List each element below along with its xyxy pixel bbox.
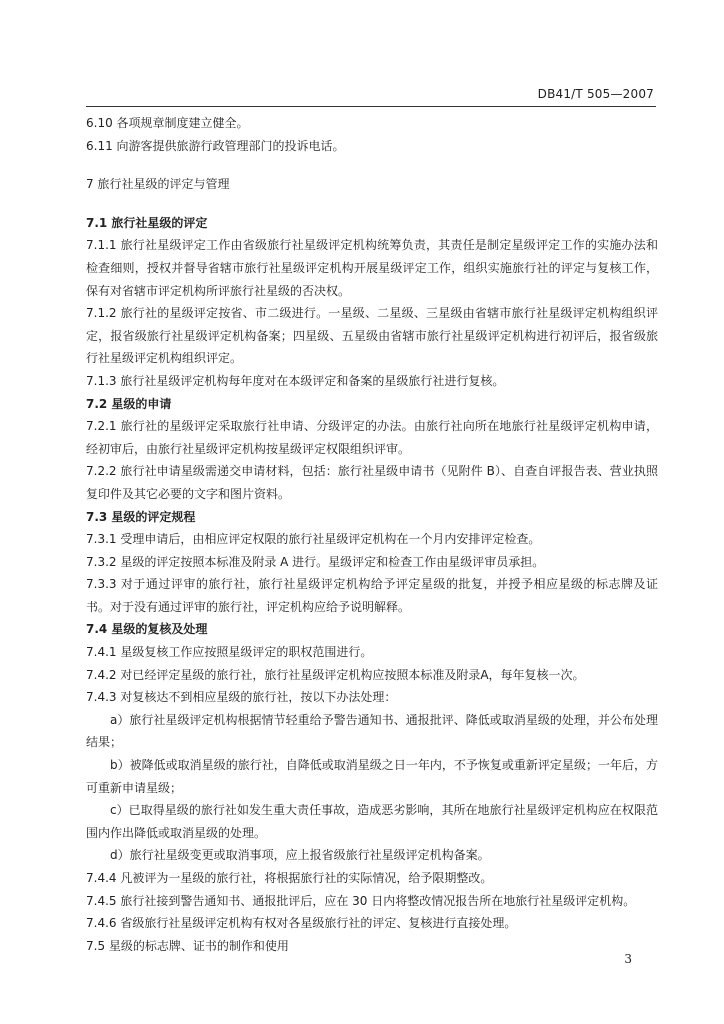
clause-7-4-1: 7.4.1 星级复核工作应按照星级评定的职权范围进行。: [86, 645, 373, 660]
clause-7-4-3: 7.4.3 对复核达不到相应星级的旅行社，按以下办法处理：: [86, 690, 397, 705]
clause-7-3-3: 7.3.3 对于通过评审的旅行社，旅行社星级评定机构给予评定星级的批复，并授予相应星级的标志牌及证书。对于没有通过评审的旅行社，评定机构应给予说明解释。: [86, 577, 658, 614]
clause-7-4-5: 7.4.5 旅行社接到警告通知书、通报批评后，应在 30 日内将整改情况报告所在地旅行社星级评定机构。: [86, 893, 636, 908]
section-7-2-heading: 7.2 星级的申请: [86, 396, 172, 411]
item-d: d）旅行社星级变更或取消事项，应上报省级旅行社星级评定机构备案。: [110, 848, 490, 863]
clause-7-3-1: 7.3.1 受理申请后，由相应评定权限的旅行社星级评定机构在一个月内安排评定检查。: [86, 532, 541, 547]
clause-7-1-1: 7.1.1 旅行社星级评定工作由省级旅行社星级评定机构统筹负责，其责任是制定星级评定工作的实施办法和检查细则，授权并督导省辖市旅行社星级评定机构开展星级评定工作，组织实施旅行社的评定与复核工作，保有对省辖市评定机构所评旅行社星级的否决权。: [86, 238, 658, 298]
item-b: b）被降低或取消星级的旅行社，自降低或取消星级之日一年内，不予恢复或重新评定星级；一年后，方可重新申请星级；: [86, 758, 658, 795]
clause-7-3-2: 7.3.2 星级的评定按照本标准及附录 A 进行。星级评定和检查工作由星级评审员承担。: [86, 554, 545, 569]
clause-7-2-1: 7.2.1 旅行社的星级评定采取旅行社申请、分级评定的办法。由旅行社向所在地旅行社星级评定机构申请，经初审后，由旅行社星级评定机构按星级评定权限组织评审。: [86, 419, 658, 456]
page-number: 3: [624, 952, 632, 966]
clause-7-1-2: 7.1.2 旅行社的星级评定按省、市二级进行。一星级、二星级、三星级由省辖市旅行社星级评定机构组织评定，报省级旅行社星级评定机构备案；四星级、五星级由省辖市旅行社星级评定机构进行初评后，报省级旅行社星级评定机构组织评定。: [86, 306, 658, 366]
clause-7-4-6: 7.4.6 省级旅行社星级评定机构有权对各星级旅行社的评定、复核进行直接处理。: [86, 916, 517, 931]
item-a: a）旅行社星级评定机构根据情节轻重给予警告通知书、通报批评、降低或取消星级的处理，并公布处理结果；: [86, 712, 658, 750]
clause-6-11: 6.11 向游客提供旅游行政管理部门的投诉电话。: [86, 138, 345, 153]
clause-7-4-2: 7.4.2 对已经评定星级的旅行社，旅行社星级评定机构应按照本标准及附录A，每年复核一次。: [86, 667, 585, 682]
section-7-4-heading: 7.4 星级的复核及处理: [86, 622, 208, 637]
section-7-3-heading: 7.3 星级的评定规程: [86, 509, 196, 524]
clause-7-4-4: 7.4.4 凡被评为一星级的旅行社，将根据旅行社的实际情况，给予限期整改。: [86, 871, 493, 885]
section-7-5-heading: 7.5 星级的标志牌、证书的制作和使用: [86, 938, 289, 953]
chapter-7-heading: 7 旅行社星级的评定与管理: [86, 177, 230, 192]
section-7-1-heading: 7.1 旅行社星级的评定: [86, 215, 208, 230]
clause-7-2-2: 7.2.2 旅行社申请星级需递交申请材料，包括：旅行社星级申请书（见附件 B）、自查自评报告表、营业执照复印件及其它必要的文字和图片资料。: [86, 464, 658, 501]
standard-code: DB41/T 505—2007: [537, 87, 654, 101]
item-c: c）已取得星级的旅行社如发生重大责任事故，造成恶劣影响，其所在地旅行社星级评定机构应在权限范围内作出降低或取消星级的处理。: [86, 803, 658, 840]
document-body: [86, 112, 658, 957]
header-divider: [86, 106, 656, 107]
clause-7-1-3: 7.1.3 旅行社星级评定机构每年度对在本级评定和备案的星级旅行社进行复核。: [86, 373, 505, 388]
clause-6-10: 6.10 各项规章制度建立健全。: [86, 116, 249, 130]
